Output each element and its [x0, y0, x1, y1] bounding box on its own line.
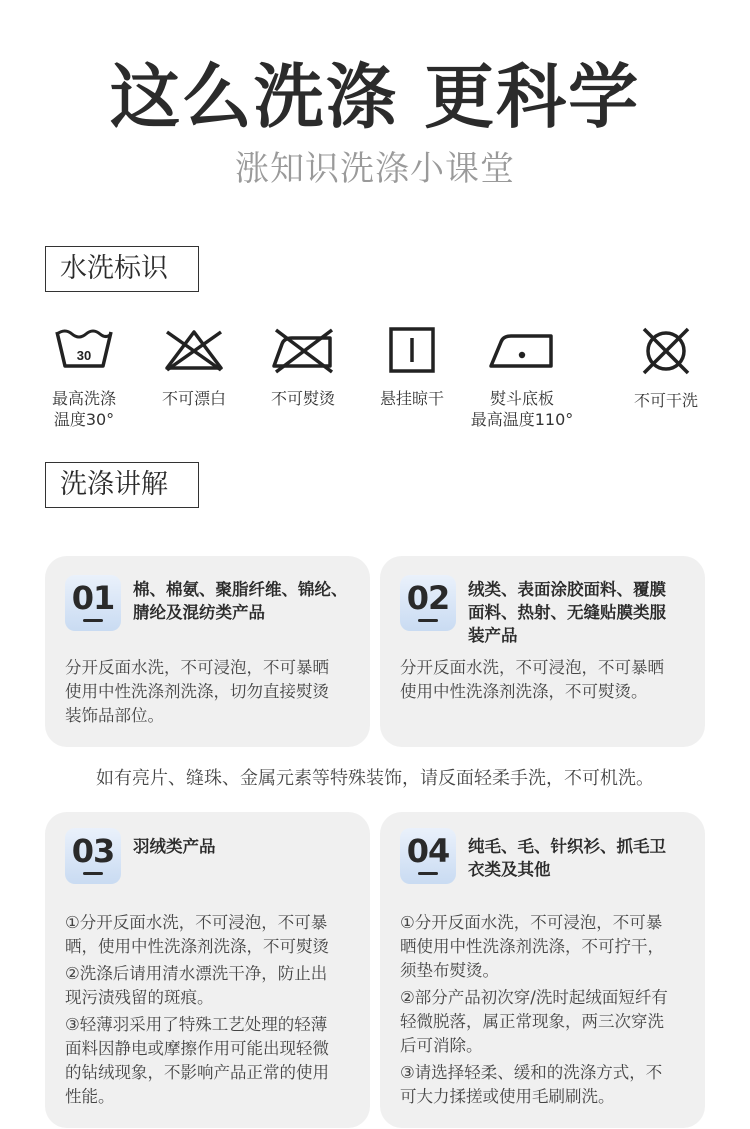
section-label-explain: 洗涤讲解 — [45, 462, 199, 508]
symbol-caption: 不可干洗 — [633, 391, 698, 410]
body-line: ①分开反面水洗，不可浸泡，不可暴 — [400, 913, 663, 932]
symbol-caption: 悬挂晾干 — [379, 389, 444, 408]
symbol-hang-dry — [357, 326, 467, 409]
badge-underline — [83, 619, 103, 622]
body-line: ③轻薄羽采用了特殊工艺处理的轻薄 — [65, 1015, 328, 1034]
body-line: 面料因静电或摩擦作用可能出现轻微 — [65, 1039, 329, 1058]
symbol-no-bleach — [139, 326, 249, 409]
page-subtitle: 涨知识洗涤小课堂 — [235, 149, 515, 189]
heading-line: 装产品 — [468, 626, 518, 645]
no-iron-icon — [270, 326, 336, 374]
heading-line: 棉、棉氨、聚脂纤维、锦纶、 — [133, 580, 348, 599]
symbol-wash-30 — [29, 326, 139, 430]
heading-line: 面料、热射、无缝贴膜类服 — [468, 603, 666, 622]
number-badge — [65, 828, 121, 884]
symbol-caption: 最高洗涤 — [51, 389, 116, 408]
card-body — [65, 911, 329, 1109]
body-line: 性能。 — [65, 1087, 115, 1106]
body-line: ①分开反面水洗，不可浸泡，不可暴 — [65, 913, 328, 932]
heading-line: 绒类、表面涂胶面料、覆膜 — [468, 580, 666, 599]
body-line: 装饰品部位。 — [65, 706, 164, 725]
card-body — [400, 911, 668, 1109]
card-01 — [45, 556, 370, 747]
number-badge — [400, 828, 456, 884]
symbol-caption: 温度30° — [53, 410, 115, 429]
body-line: ②洗涤后请用清水漂洗干净，防止出 — [65, 964, 328, 983]
card-heading — [468, 835, 666, 881]
badge-number: 02 — [406, 579, 450, 617]
badge-number: 01 — [71, 579, 115, 617]
badge-number: 04 — [406, 832, 450, 870]
body-line: 分开反面水洗，不可浸泡，不可暴晒 — [65, 658, 329, 677]
card-04 — [380, 812, 705, 1128]
heading-line: 羽绒类产品 — [133, 837, 216, 856]
symbol-no-dry-clean — [611, 326, 721, 411]
body-line: 使用中性洗涤剂洗涤，不可熨烫。 — [400, 682, 648, 701]
symbol-no-iron — [248, 326, 358, 409]
body-line: 后可消除。 — [400, 1036, 483, 1055]
section-label-wash-symbols: 水洗标识 — [45, 246, 199, 292]
body-line: 须垫布熨烫。 — [400, 961, 499, 980]
body-line: ③请选择轻柔、缓和的洗涤方式，不 — [400, 1063, 663, 1082]
badge-number: 03 — [71, 832, 115, 870]
symbol-iron-110 — [467, 326, 577, 430]
body-line: 的钻绒现象，不影响产品正常的使用 — [65, 1063, 329, 1082]
heading-line: 腈纶及混纺类产品 — [133, 603, 265, 622]
tub-temp-label: 30 — [76, 348, 92, 363]
body-line: 可大力揉搓或使用毛刷刷洗。 — [400, 1087, 615, 1106]
badge-underline — [83, 872, 103, 875]
body-line: 使用中性洗涤剂洗涤，切勿直接熨烫 — [65, 682, 329, 701]
card-heading — [133, 578, 348, 624]
card-03 — [45, 812, 370, 1128]
page-title: 这么洗涤 更科学 — [109, 56, 641, 138]
number-badge — [65, 575, 121, 631]
special-decoration-note: 如有亮片、缝珠、金属元素等特殊装饰，请反面轻柔手洗，不可机洗。 — [96, 768, 654, 789]
card-heading — [133, 835, 216, 858]
iron-soleplate-icon — [487, 326, 557, 374]
body-line: 晒使用中性洗涤剂洗涤，不可拧干， — [400, 937, 664, 956]
body-line: 分开反面水洗，不可浸泡，不可暴晒 — [400, 658, 664, 677]
wash-tub-30-icon — [54, 326, 114, 374]
body-line: 轻微脱落，属正常现象，两三次穿洗 — [400, 1012, 664, 1031]
card-heading — [468, 578, 666, 647]
body-line: 现污渍残留的斑痕。 — [65, 988, 214, 1007]
card-body — [65, 656, 329, 728]
no-bleach-icon — [161, 326, 227, 374]
symbol-caption: 不可漂白 — [161, 389, 226, 408]
heading-line: 衣类及其他 — [468, 860, 551, 879]
heading-line: 纯毛、毛、针织衫、抓毛卫 — [468, 837, 666, 856]
no-dry-clean-icon — [638, 326, 694, 376]
body-line: ②部分产品初次穿/洗时起绒面短纤有 — [400, 988, 668, 1007]
symbol-caption: 不可熨烫 — [270, 389, 335, 408]
card-body — [400, 656, 664, 704]
badge-underline — [418, 872, 438, 875]
hang-dry-icon — [387, 326, 437, 374]
body-line: 晒，使用中性洗涤剂洗涤，不可熨烫 — [65, 937, 329, 956]
number-badge — [400, 575, 456, 631]
card-02 — [380, 556, 705, 747]
symbol-caption: 熨斗底板 — [489, 389, 554, 408]
badge-underline — [418, 619, 438, 622]
symbol-caption: 最高温度110° — [470, 410, 574, 429]
